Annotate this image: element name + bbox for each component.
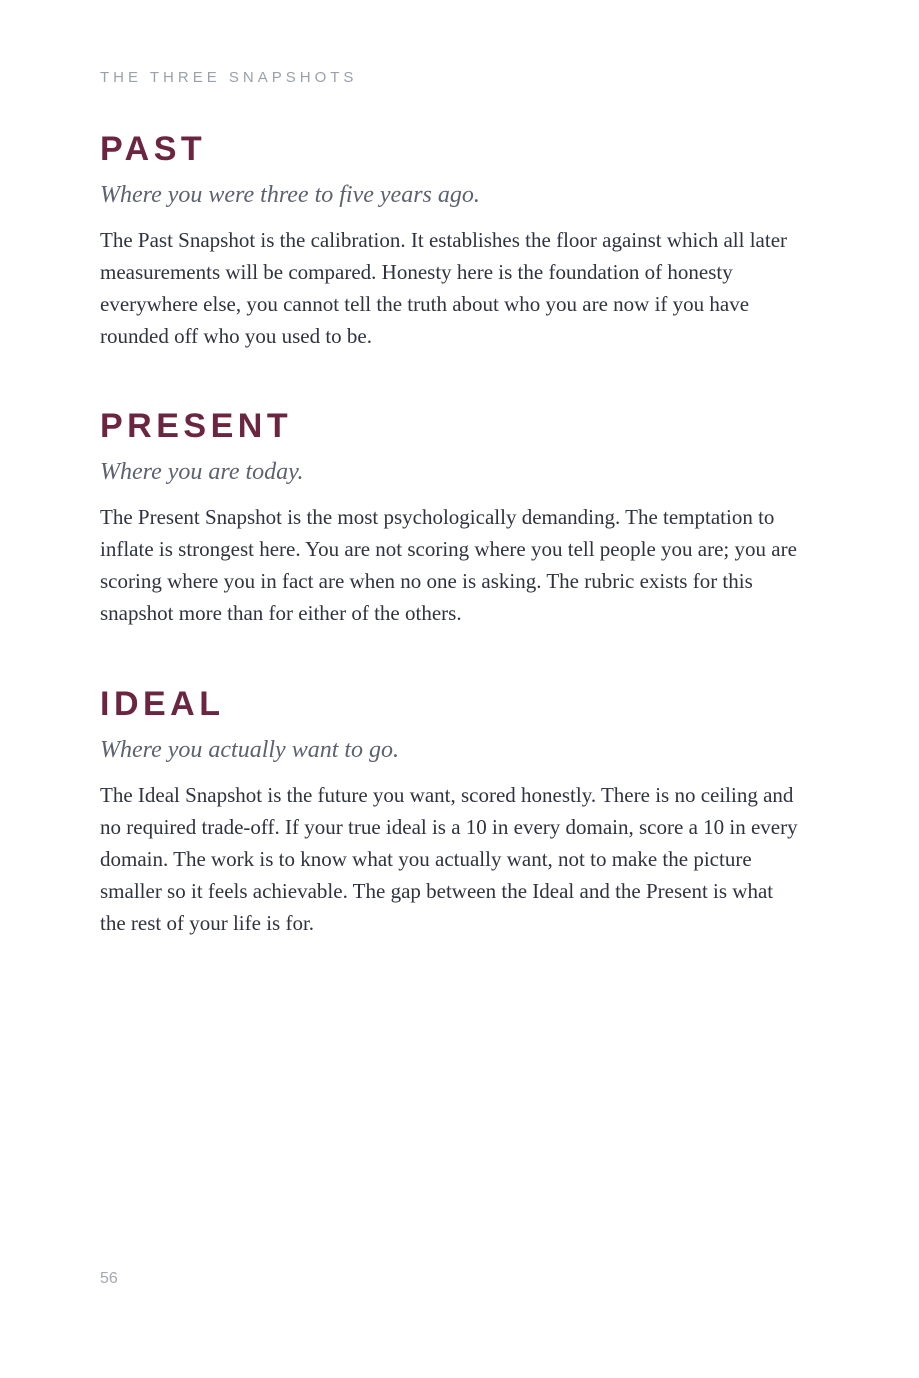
running-head: THE THREE SNAPSHOTS <box>100 69 358 86</box>
page-number: 56 <box>100 1270 118 1287</box>
section-heading: IDEAL <box>100 685 225 723</box>
section-heading: PAST <box>100 130 207 168</box>
section-subtitle: Where you are today. <box>100 459 304 485</box>
section-subtitle: Where you actually want to go. <box>100 737 400 763</box>
section-heading: PRESENT <box>100 407 293 445</box>
section-present <box>100 406 800 629</box>
section-subtitle: Where you were three to five years ago. <box>100 182 480 208</box>
section-ideal <box>100 684 800 939</box>
section-body: The Ideal Snapshot is the future you want, scored honestly. There is no ceiling and no required trade-off. If your true ideal is a 10 in every domain, score a 10 in every domain. The work is to know what you actually want, not to make the picture smaller so it feels achievable. The gap between the Ideal and the Present is what the rest of your life is for. <box>100 783 798 935</box>
section-past <box>100 129 800 352</box>
section-body: The Past Snapshot is the calibration. It establishes the floor against which all later measurements will be compared. Honesty here is the foundation of honesty everywhere else, you cannot tell the truth about who you are now if you have rounded off who you used to be. <box>100 228 788 348</box>
section-body: The Present Snapshot is the most psychologically demanding. The temptation to inflate is strongest here. You are not scoring where you tell people you are; you are scoring where you in fact are when no one is asking. The rubric exists for this snapshot more than for either of the others. <box>100 505 797 625</box>
